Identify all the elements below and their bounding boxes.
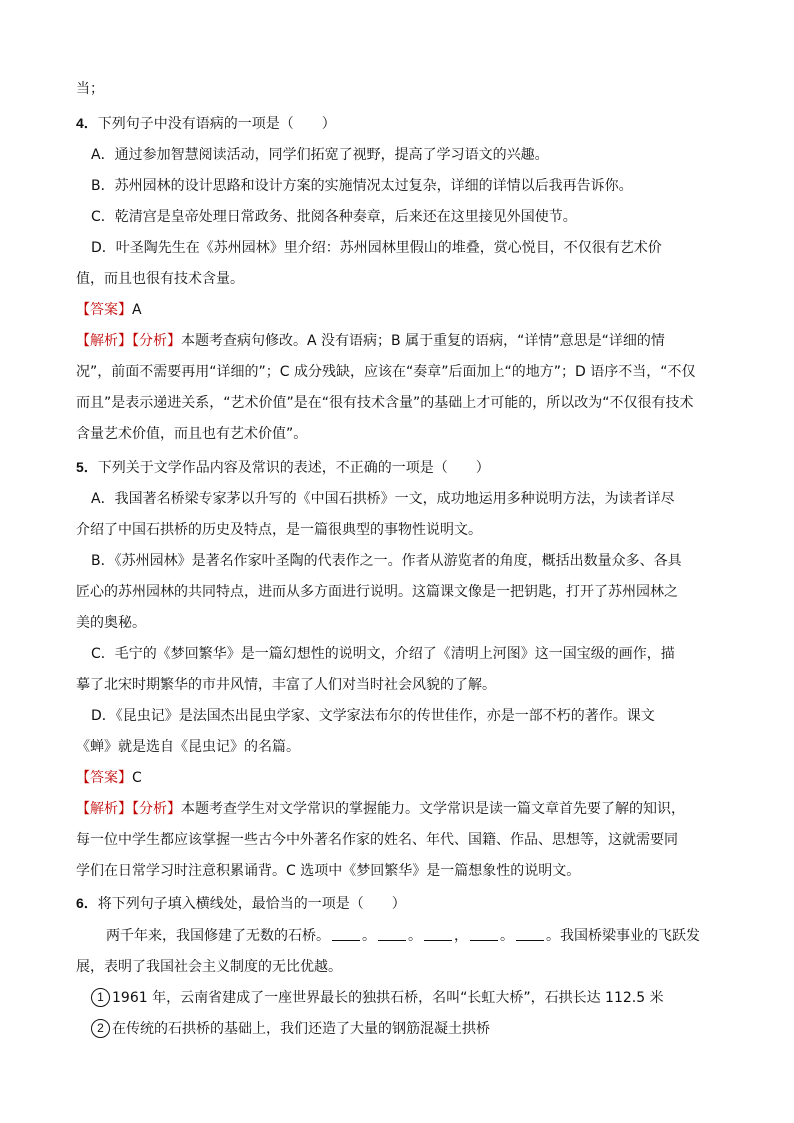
analysis-4-line4: 含量艺术价值，而且也有艺术价值”。 bbox=[76, 426, 308, 442]
passage-text: 。我国桥梁事业的飞跃发 bbox=[546, 928, 700, 944]
question-4-stem bbox=[76, 113, 794, 134]
sentence-text: 在传统的石拱桥的基础上，我们还造了大量的钢筋混凝土拱桥 bbox=[112, 1021, 490, 1037]
sentence-option-1 bbox=[91, 988, 794, 1008]
sentence-text: 1961 年，云南省建成了一座世界最长的独拱石桥，名叫“长虹大桥”，石拱长达 112.5 米 bbox=[112, 990, 664, 1006]
question-number: 4． bbox=[76, 115, 98, 131]
analysis-text: 本题考查学生对文学常识的掌握能力。文学常识是读一篇文章首先要了解的知识， bbox=[181, 801, 685, 817]
question-number: 6． bbox=[76, 895, 98, 911]
option-d-line2: 值，而且也很有技术含量。 bbox=[76, 271, 244, 287]
option-d-line1: D．《昆虫记》是法国杰出昆虫学家、文学家法布尔的传世佳作，亦是一部不朽的著作。课文 bbox=[91, 708, 655, 724]
punct: 。 bbox=[362, 928, 376, 944]
answer-value: C bbox=[132, 770, 142, 786]
passage-line1 bbox=[106, 926, 794, 946]
question-text: 将下列句子填入横线处，最恰当的一项是（ ） bbox=[97, 896, 406, 912]
option-b-line2: 匠心的苏州园林的共同特点，进而从多方面进行说明。这篇课文像是一把钥匙，打开了苏州园林之 bbox=[76, 584, 678, 600]
analysis-4-line2: 况”，前面不需要再用“详细的”；C 成分残缺，应该在“奏章”后面加上“的地方”；D 语序不当，“不仅 bbox=[76, 364, 696, 380]
question-number: 5． bbox=[76, 459, 98, 475]
option-a: A．通过参加智慧阅读活动，同学们拓宽了视野，提高了学习语文的兴趣。 bbox=[91, 147, 549, 163]
question-5-stem bbox=[76, 457, 794, 478]
analysis-text: 本题考查病句修改。A 没有语病；B 属于重复的语病，“详情”意思是“详细的情 bbox=[181, 333, 665, 349]
punct: 。 bbox=[500, 928, 514, 944]
analysis-5-line3: 学们在日常学习时注意积累诵背。C 选项中《梦回繁华》是一篇想象性的说明文。 bbox=[76, 863, 581, 879]
passage-text: 两千年来，我国修建了无数的石桥。 bbox=[106, 928, 330, 944]
option-a-line2: 介绍了中国石拱桥的历史及特点，是一篇很典型的事物性说明文。 bbox=[76, 522, 482, 538]
circled-number: 2 bbox=[91, 1019, 110, 1038]
passage-line2: 展，表明了我国社会主义制度的无比优越。 bbox=[76, 959, 342, 975]
circled-number: 1 bbox=[91, 988, 110, 1007]
option-d-line2: 《蝉》就是选自《昆虫记》的名篇。 bbox=[76, 739, 300, 755]
answer-5 bbox=[76, 768, 794, 788]
analysis-5-line1 bbox=[76, 799, 794, 819]
answer-4 bbox=[76, 300, 794, 320]
fill-blank bbox=[516, 926, 544, 941]
option-b-line3: 美的奥秘。 bbox=[76, 615, 146, 631]
option-c: C．乾清宫是皇帝处理日常政务、批阅各种奏章，后来还在这里接见外国使节。 bbox=[91, 209, 577, 225]
option-c-line1: C．毛宁的《梦回繁华》是一篇幻想性的说明文，介绍了《清明上河图》这一国宝级的画作，描 bbox=[91, 646, 675, 662]
analysis-4-line1 bbox=[76, 331, 794, 351]
fill-blank bbox=[378, 926, 406, 941]
analysis-tag: 【解析】【分析】 bbox=[76, 333, 181, 349]
sentence-option-2 bbox=[91, 1019, 794, 1039]
continued-text: 当； bbox=[76, 81, 104, 97]
option-b: B．苏州园林的设计思路和设计方案的实施情况太过复杂，详细的详情以后我再告诉你。 bbox=[91, 178, 633, 194]
fill-blank bbox=[424, 926, 452, 941]
analysis-tag: 【解析】【分析】 bbox=[76, 801, 181, 817]
option-d-line1: D．叶圣陶先生在《苏州园林》里介绍：苏州园林里假山的堆叠，赏心悦目，不仅很有艺术价 bbox=[91, 240, 662, 256]
analysis-4-line3: 而且”是表示递进关系，“艺术价值”是在“很有技术含量”的基础上才可能的，所以改为“不仅很有技术 bbox=[76, 395, 694, 411]
answer-tag: 【答案】 bbox=[76, 302, 132, 318]
answer-tag: 【答案】 bbox=[76, 770, 132, 786]
fill-blank bbox=[332, 926, 360, 941]
punct: ， bbox=[454, 928, 468, 944]
option-b-line1: B．《苏州园林》是著名作家叶圣陶的代表作之一。作者从游览者的角度，概括出数量众多、各具 bbox=[91, 553, 682, 569]
question-text: 下列句子中没有语病的一项是（ ） bbox=[97, 116, 336, 132]
punct: 。 bbox=[408, 928, 422, 944]
question-text: 下列关于文学作品内容及常识的表述，不正确的一项是（ ） bbox=[97, 460, 490, 476]
fill-blank bbox=[470, 926, 498, 941]
analysis-5-line2: 每一位中学生都应该掌握一些古今中外著名作家的姓名、年代、国籍、作品、思想等，这就需要同 bbox=[76, 832, 678, 848]
option-c-line2: 摹了北宋时期繁华的市井风情，丰富了人们对当时社会风貌的了解。 bbox=[76, 677, 496, 693]
question-6-stem bbox=[76, 893, 794, 914]
answer-value: A bbox=[132, 302, 142, 318]
option-a-line1: A．我国著名桥梁专家茅以升写的《中国石拱桥》一文，成功地运用多种说明方法，为读者详尽 bbox=[91, 491, 675, 507]
